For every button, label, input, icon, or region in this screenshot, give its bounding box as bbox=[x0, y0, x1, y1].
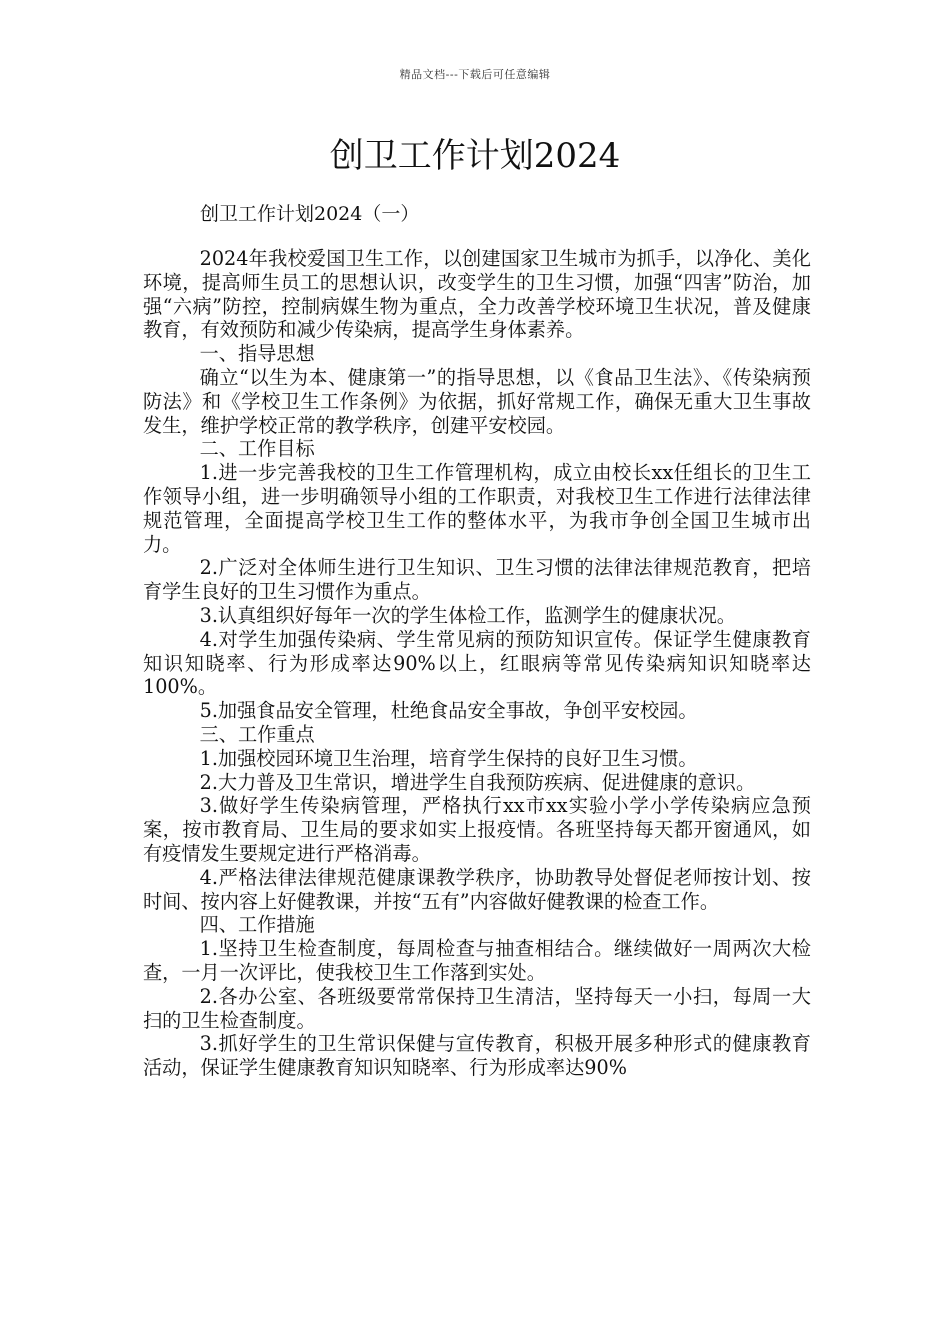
intro-paragraph: 2024年我校爱国卫生工作，以创建国家卫生城市为抓手，以净化、美化环境，提高师生员工的思想认识，改变学生的卫生习惯，加强“四害”防治，加强“六病”防控，控制病媒生物为重点，全力改善学校环境卫生状况，普及健康教育，有效预防和减少传染病，提高学生身体素养。 bbox=[143, 247, 811, 342]
paragraph: 1.加强校园环境卫生治理，培育学生保持的良好卫生习惯。 bbox=[199, 746, 698, 770]
paragraph: 4.对学生加强传染病、学生常见病的预防知识宣传。保证学生健康教育知识知晓率、行为形成率达90%以上，红眼病等常见传染病知识知晓率达100%。 bbox=[143, 627, 811, 699]
header-note: 精品文档---下载后可任意编辑 bbox=[399, 68, 551, 81]
paragraph: 3.认真组织好每年一次的学生体检工作，监测学生的健康状况。 bbox=[199, 603, 736, 627]
paragraph: 3.做好学生传染病管理，严格执行xx市xx实验小学小学传染病应急预案，按市教育局、卫生局的要求如实上报疫情。各班坚持每天都开窗通风，如有疫情发生要规定进行严格消毒。 bbox=[143, 794, 811, 865]
paragraph: 2.大力普及卫生常识，增进学生自我预防疾病、促进健康的意识。 bbox=[199, 770, 756, 794]
paragraph: 3.抓好学生的卫生常识保健与宣传教育，积极开展多种形式的健康教育活动，保证学生健康教育知识知晓率、行为形成率达90% bbox=[143, 1032, 811, 1080]
paragraph: 确立“以生为本、健康第一”的指导思想，以《食品卫生法》、《传染病预防法》和《学校卫生工作条例》为依据，抓好常规工作，确保无重大卫生事故发生，维护学校正常的教学秩序，创建平安校园。 bbox=[143, 365, 811, 437]
paragraph: 2.各办公室、各班级要常常保持卫生清洁，坚持每天一小扫，每周一大扫的卫生检查制度。 bbox=[143, 984, 811, 1032]
paragraph: 1.进一步完善我校的卫生工作管理机构，成立由校长xx任组长的卫生工作领导小组，进一步明确领导小组的工作职责，对我校卫生工作进行法律法律规范管理，全面提高学校卫生工作的整体水平，为我市争创全国卫生城市出力。 bbox=[143, 461, 811, 556]
paragraph: 4.严格法律法律规范健康课教学秩序，协助教导处督促老师按计划、按时间、按内容上好健教课，并按“五有”内容做好健教课的检查工作。 bbox=[143, 865, 811, 913]
document-subtitle: 创卫工作计划2024（一） bbox=[200, 203, 420, 225]
paragraph: 5.加强食品安全管理，杜绝食品安全事故，争创平安校园。 bbox=[199, 699, 698, 723]
section-heading-work-measures: 四、工作措施 bbox=[199, 913, 315, 937]
section-heading-work-focus: 三、工作重点 bbox=[199, 722, 315, 746]
paragraph: 1.坚持卫生检查制度，每周检查与抽查相结合。继续做好一周两次大检查，一月一次评比，使我校卫生工作落到实处。 bbox=[143, 937, 811, 984]
section-heading-guiding-thought: 一、指导思想 bbox=[199, 342, 315, 366]
document-body bbox=[143, 247, 811, 1080]
document-title: 创卫工作计划2024 bbox=[329, 136, 621, 176]
paragraph: 2.广泛对全体师生进行卫生知识、卫生习惯的法律法律规范教育，把培育学生良好的卫生习惯作为重点。 bbox=[143, 556, 811, 604]
section-heading-work-goals: 二、工作目标 bbox=[199, 437, 315, 461]
